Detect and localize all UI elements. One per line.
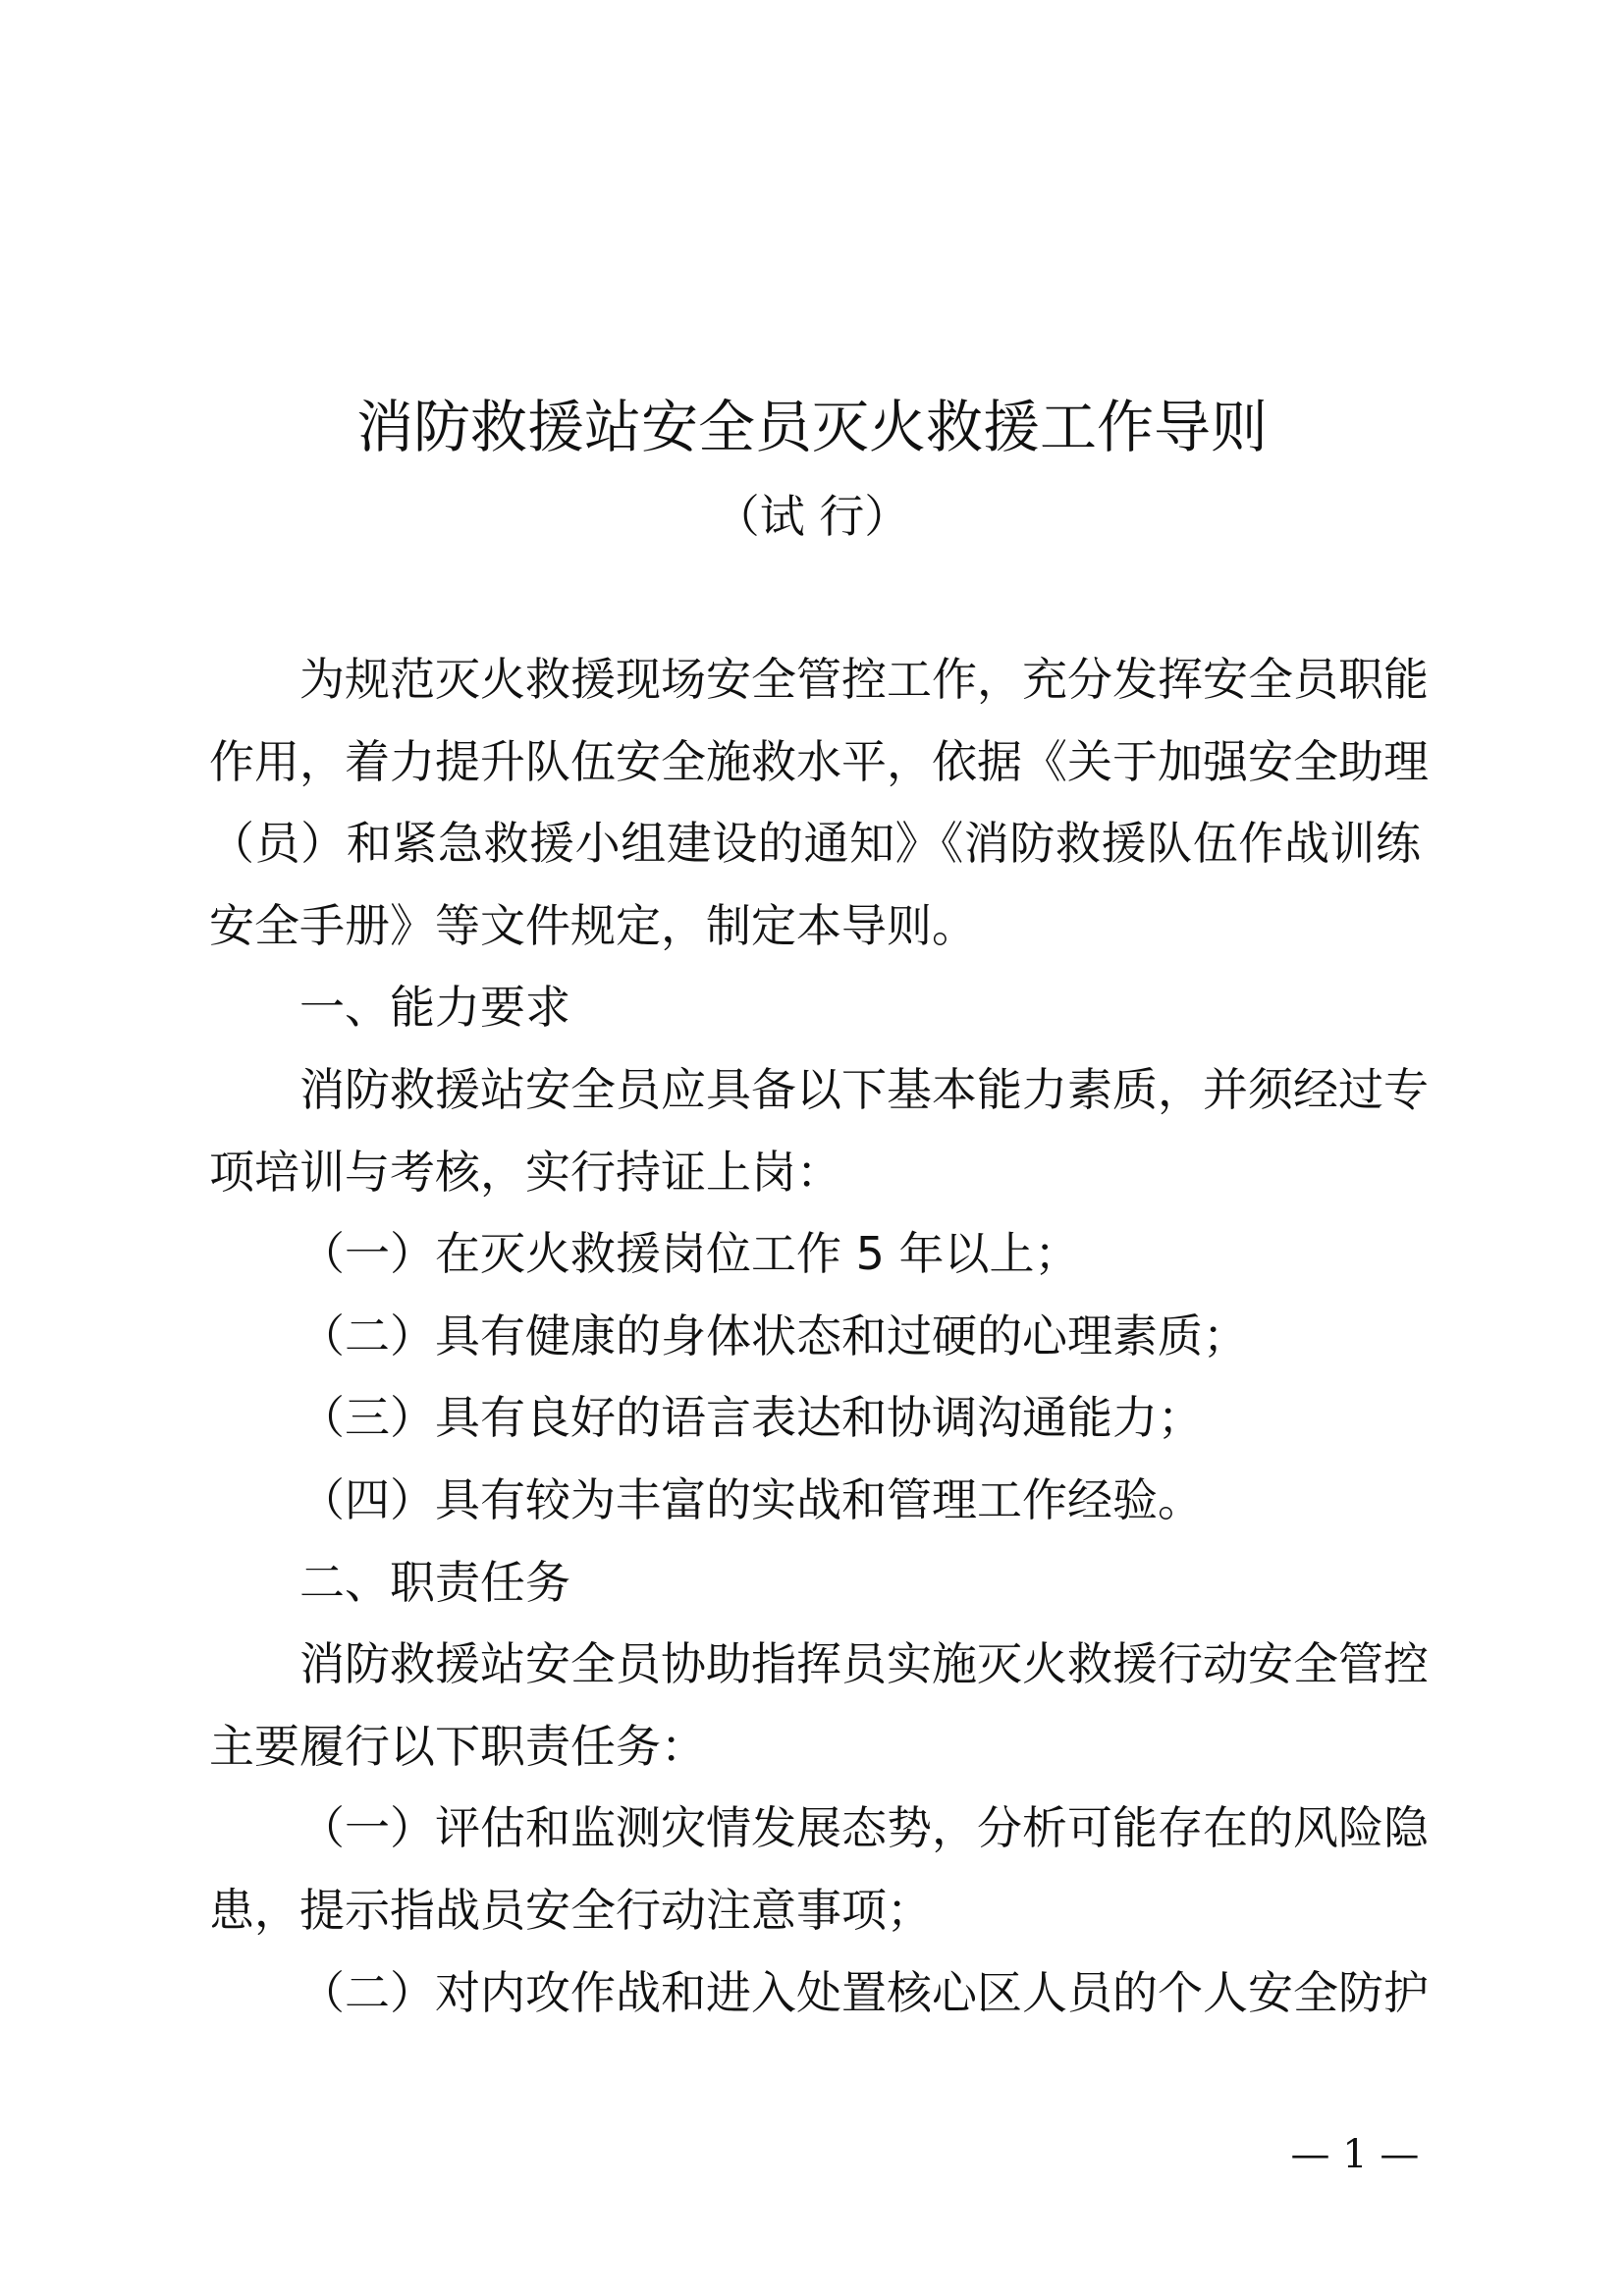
list-item: （一）在灭火救援岗位工作 5 年以上；: [299, 1227, 1080, 1281]
paragraph-line: 作用，着力提升队伍安全施救水平，依据《关于加强安全助理: [209, 734, 1429, 788]
document-body: [209, 639, 1429, 2034]
list-item: （三）具有良好的语言表达和协调沟通能力；: [299, 1391, 1203, 1445]
list-item-continuation: 患，提示指战员安全行动注意事项；: [209, 1883, 932, 1937]
section-heading: 二、职责任务: [299, 1555, 570, 1609]
paragraph-line: 为规范灭火救援现场安全管控工作，充分发挥安全员职能: [299, 653, 1429, 706]
page-number: — 1 —: [1290, 2132, 1420, 2177]
paragraph-line: 安全手册》等文件规定，制定本导则。: [209, 898, 977, 952]
paragraph-line: 消防救援站安全员应具备以下基本能力素质，并须经过专: [299, 1062, 1429, 1116]
list-item: （一）评估和监测灾情发展态势，分析可能存在的风险隐: [299, 1801, 1429, 1855]
list-item: （二）对内攻作战和进入处置核心区人员的个人安全防护: [299, 1965, 1429, 2019]
paragraph-line: 主要履行以下职责任务：: [209, 1719, 706, 1773]
document-title: 消防救援站安全员灭火救援工作导则: [355, 394, 1268, 460]
list-item: （四）具有较为丰富的实战和管理工作经验。: [299, 1472, 1203, 1526]
document-subtitle: （试 行）: [714, 490, 910, 543]
paragraph-line: 项培训与考核，实行持证上岗：: [209, 1145, 841, 1199]
paragraph-line: （员）和紧急救援小组建设的通知》《消防救援队伍作战训练: [209, 817, 1421, 871]
list-item: （二）具有健康的身体状态和过硬的心理素质；: [299, 1308, 1248, 1362]
section-heading: 一、能力要求: [299, 981, 570, 1035]
paragraph-line: 消防救援站安全员协助指挥员实施灭火救援行动安全管控: [299, 1637, 1429, 1691]
